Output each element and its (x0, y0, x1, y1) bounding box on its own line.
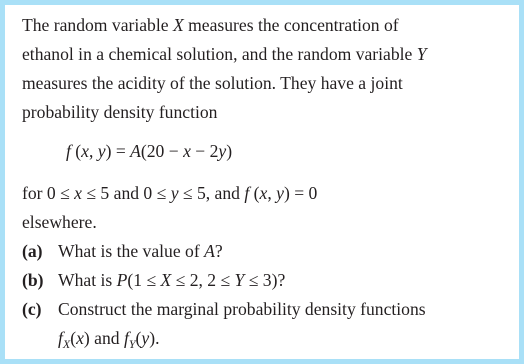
condition-line-1: for 0 ≤ x ≤ 5 and 0 ≤ y ≤ 5, and f (x, y) = 0 (22, 183, 318, 203)
intro-line-1: The random variable X measures the concentration of (22, 15, 399, 35)
problem-text (22, 11, 522, 353)
intro-line-2: ethanol in a chemical solution, and the random variable Y (22, 44, 427, 64)
joint-density-formula: f (x, y) = A(20 − x − 2y) (66, 141, 233, 161)
question-c-text: Construct the marginal probability density functions (58, 299, 426, 319)
question-label: (b) (22, 270, 44, 290)
question-label: (c) (22, 299, 42, 319)
question-a: (a) What is the value of A? (22, 237, 522, 266)
question-b: (b) What is P(1 ≤ X ≤ 2, 2 ≤ Y ≤ 3)? (22, 266, 522, 295)
question-c (22, 295, 522, 324)
intro-line-3: measures the acidity of the solution. They have a joint (22, 73, 403, 93)
question-c-continuation: $f_X(x)$ and $f_Y(y)$. (58, 328, 160, 351)
condition-line-2: elsewhere. (22, 212, 97, 232)
intro-line-4: probability density function (22, 102, 218, 122)
question-label: (a) (22, 241, 43, 261)
